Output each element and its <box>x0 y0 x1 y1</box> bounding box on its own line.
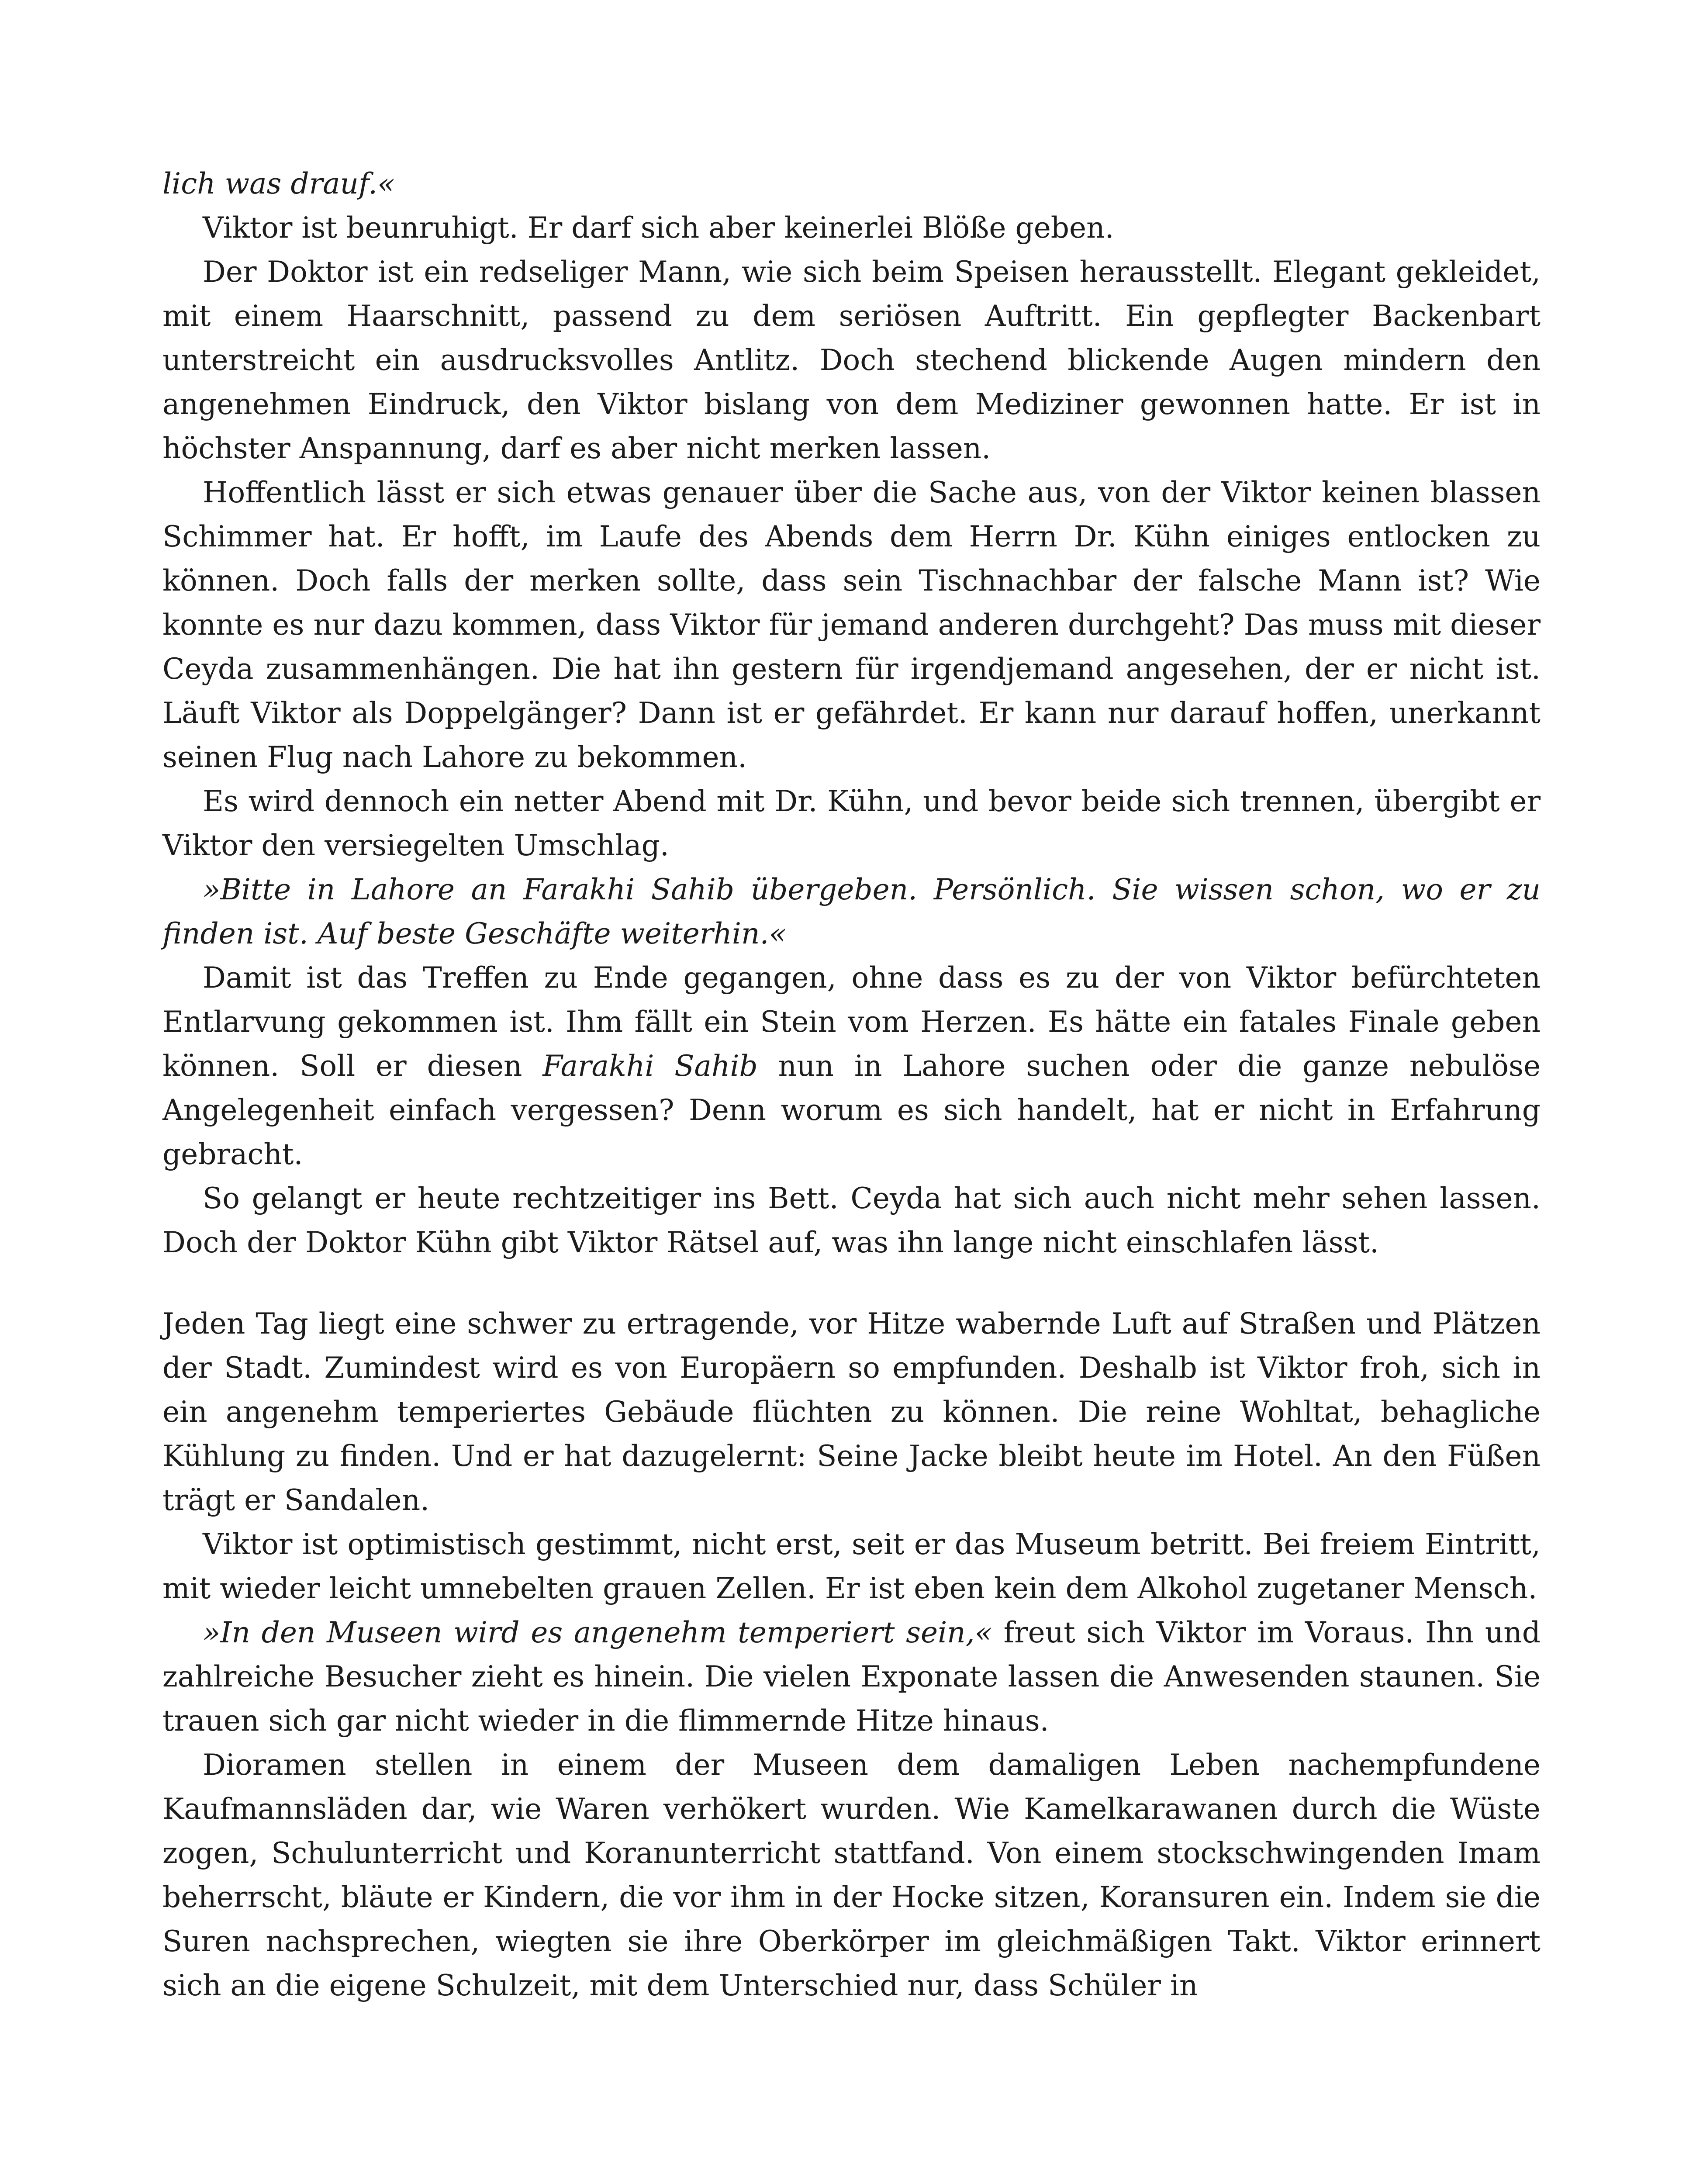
italic-text: »Bitte in Lahore an Farakhi Sahib übergeben. Persönlich. Sie wissen schon, wo er zu finden ist. Auf beste Geschäfte weiterhin.« <box>162 873 1541 950</box>
text-section-2 <box>162 1302 1541 2008</box>
paragraph <box>162 956 1541 1176</box>
paragraph: Jeden Tag liegt eine schwer zu ertragende, vor Hitze wabernde Luft auf Straßen und Plätzen der Stadt. Zumindest wird es von Europäern so empfunden. Deshalb ist Viktor froh, sich in ein angenehm temperiertes Gebäude flüchten zu können. Die reine Wohltat, behagliche Kühlung zu finden. Und er hat dazugelernt: Seine Jacke bleibt heute im Hotel. An den Füßen trägt er Sandalen. <box>162 1307 1541 1517</box>
paragraph: Viktor ist optimistisch gestimmt, nicht erst, seit er das Museum betritt. Bei freiem Eintritt, mit wieder leicht umnebelten grauen Zellen. Er ist eben kein dem Alkohol zugetaner Mensch. <box>162 1527 1541 1605</box>
text-run: Damit ist das Treffen zu Ende gegangen, ohne dass es zu der von Viktor befürchteten Entlarvung gekommen ist. Ihm fällt ein Stein vom Herzen. Es hätte ein fatales Finale geben können. Soll er diesen <box>162 961 1541 1083</box>
italic-text: Farakhi Sahib <box>542 1049 758 1083</box>
paragraph <box>162 162 1541 206</box>
paragraph: Es wird dennoch ein netter Abend mit Dr. Kühn, und bevor beide sich trennen, übergibt er Viktor den versiegelten Umschlag. <box>162 784 1541 862</box>
paragraph <box>162 867 1541 956</box>
paragraph <box>162 1610 1541 1743</box>
paragraph: Hoffentlich lässt er sich etwas genauer über die Sache aus, von der Viktor keinen blassen Schimmer hat. Er hofft, im Laufe des Abends dem Herrn Dr. Kühn einiges entlocken zu können. Doch falls der merken sollte, dass sein Tischnachbar der falsche Mann ist? Wie konnte es nur dazu kommen, dass Viktor für jemand anderen durchgeht? Das muss mit dieser Ceyda zusammenhängen. Die hat ihn gestern für irgendjemand angesehen, der er nicht ist. Läuft Viktor als Doppelgänger? Dann ist er gefährdet. Er kann nur darauf hoffen, unerkannt seinen Flug nach Lahore zu bekommen. <box>162 476 1541 774</box>
italic-text: »In den Museen wird es angenehm temperiert sein,« <box>203 1616 993 1649</box>
text-run: nun in Lahore suchen oder die ganze nebulöse Angelegenheit einfach vergessen? Denn worum es sich handelt, hat er nicht in Erfahrung gebracht. <box>162 1049 1541 1171</box>
text-run: freut sich Viktor im Voraus. Ihn und zahlreiche Besucher zieht es hinein. Die vielen Exponate lassen die Anwesenden staunen. Sie trauen sich gar nicht wieder in die flimmernde Hitze hinaus. <box>162 1616 1541 1738</box>
paragraph: Viktor ist beunruhigt. Er darf sich aber keinerlei Blöße geben. <box>203 211 1114 245</box>
paragraph: So gelangt er heute rechtzeitiger ins Bett. Ceyda hat sich auch nicht mehr sehen lassen. Doch der Doktor Kühn gibt Viktor Rätsel auf, was ihn lange nicht einschlafen lässt. <box>162 1182 1541 1259</box>
paragraph: Der Doktor ist ein redseliger Mann, wie sich beim Speisen herausstellt. Elegant gekleidet, mit einem Haarschnitt, passend zu dem seriösen Auftritt. Ein gepflegter Backenbart unterstreicht ein ausdrucksvolles Antlitz. Doch stechend blickende Augen mindern den angenehmen Eindruck, den Viktor bislang von dem Mediziner gewonnen hatte. Er ist in höchster Anspannung, darf es aber nicht merken lassen. <box>162 255 1541 465</box>
text-section-1 <box>162 162 1541 1265</box>
italic-text: lich was drauf.« <box>162 167 395 200</box>
paragraph: Dioramen stellen in einem der Museen dem damaligen Leben nachempfundene Kaufmannsläden dar, wie Waren verhökert wurden. Wie Kamelkarawanen durch die Wüste zogen, Schulunterricht und Koranunterricht stattfand. Von einem stockschwingenden Imam beherrscht, bläute er Kindern, die vor ihm in der Hocke sitzen, Koransuren ein. Indem sie die Suren nachsprechen, wiegten sie ihre Oberkörper im gleichmäßigen Takt. Viktor erinnert sich an die eigene Schulzeit, mit dem Unterschied nur, dass Schüler in <box>162 1748 1541 2002</box>
